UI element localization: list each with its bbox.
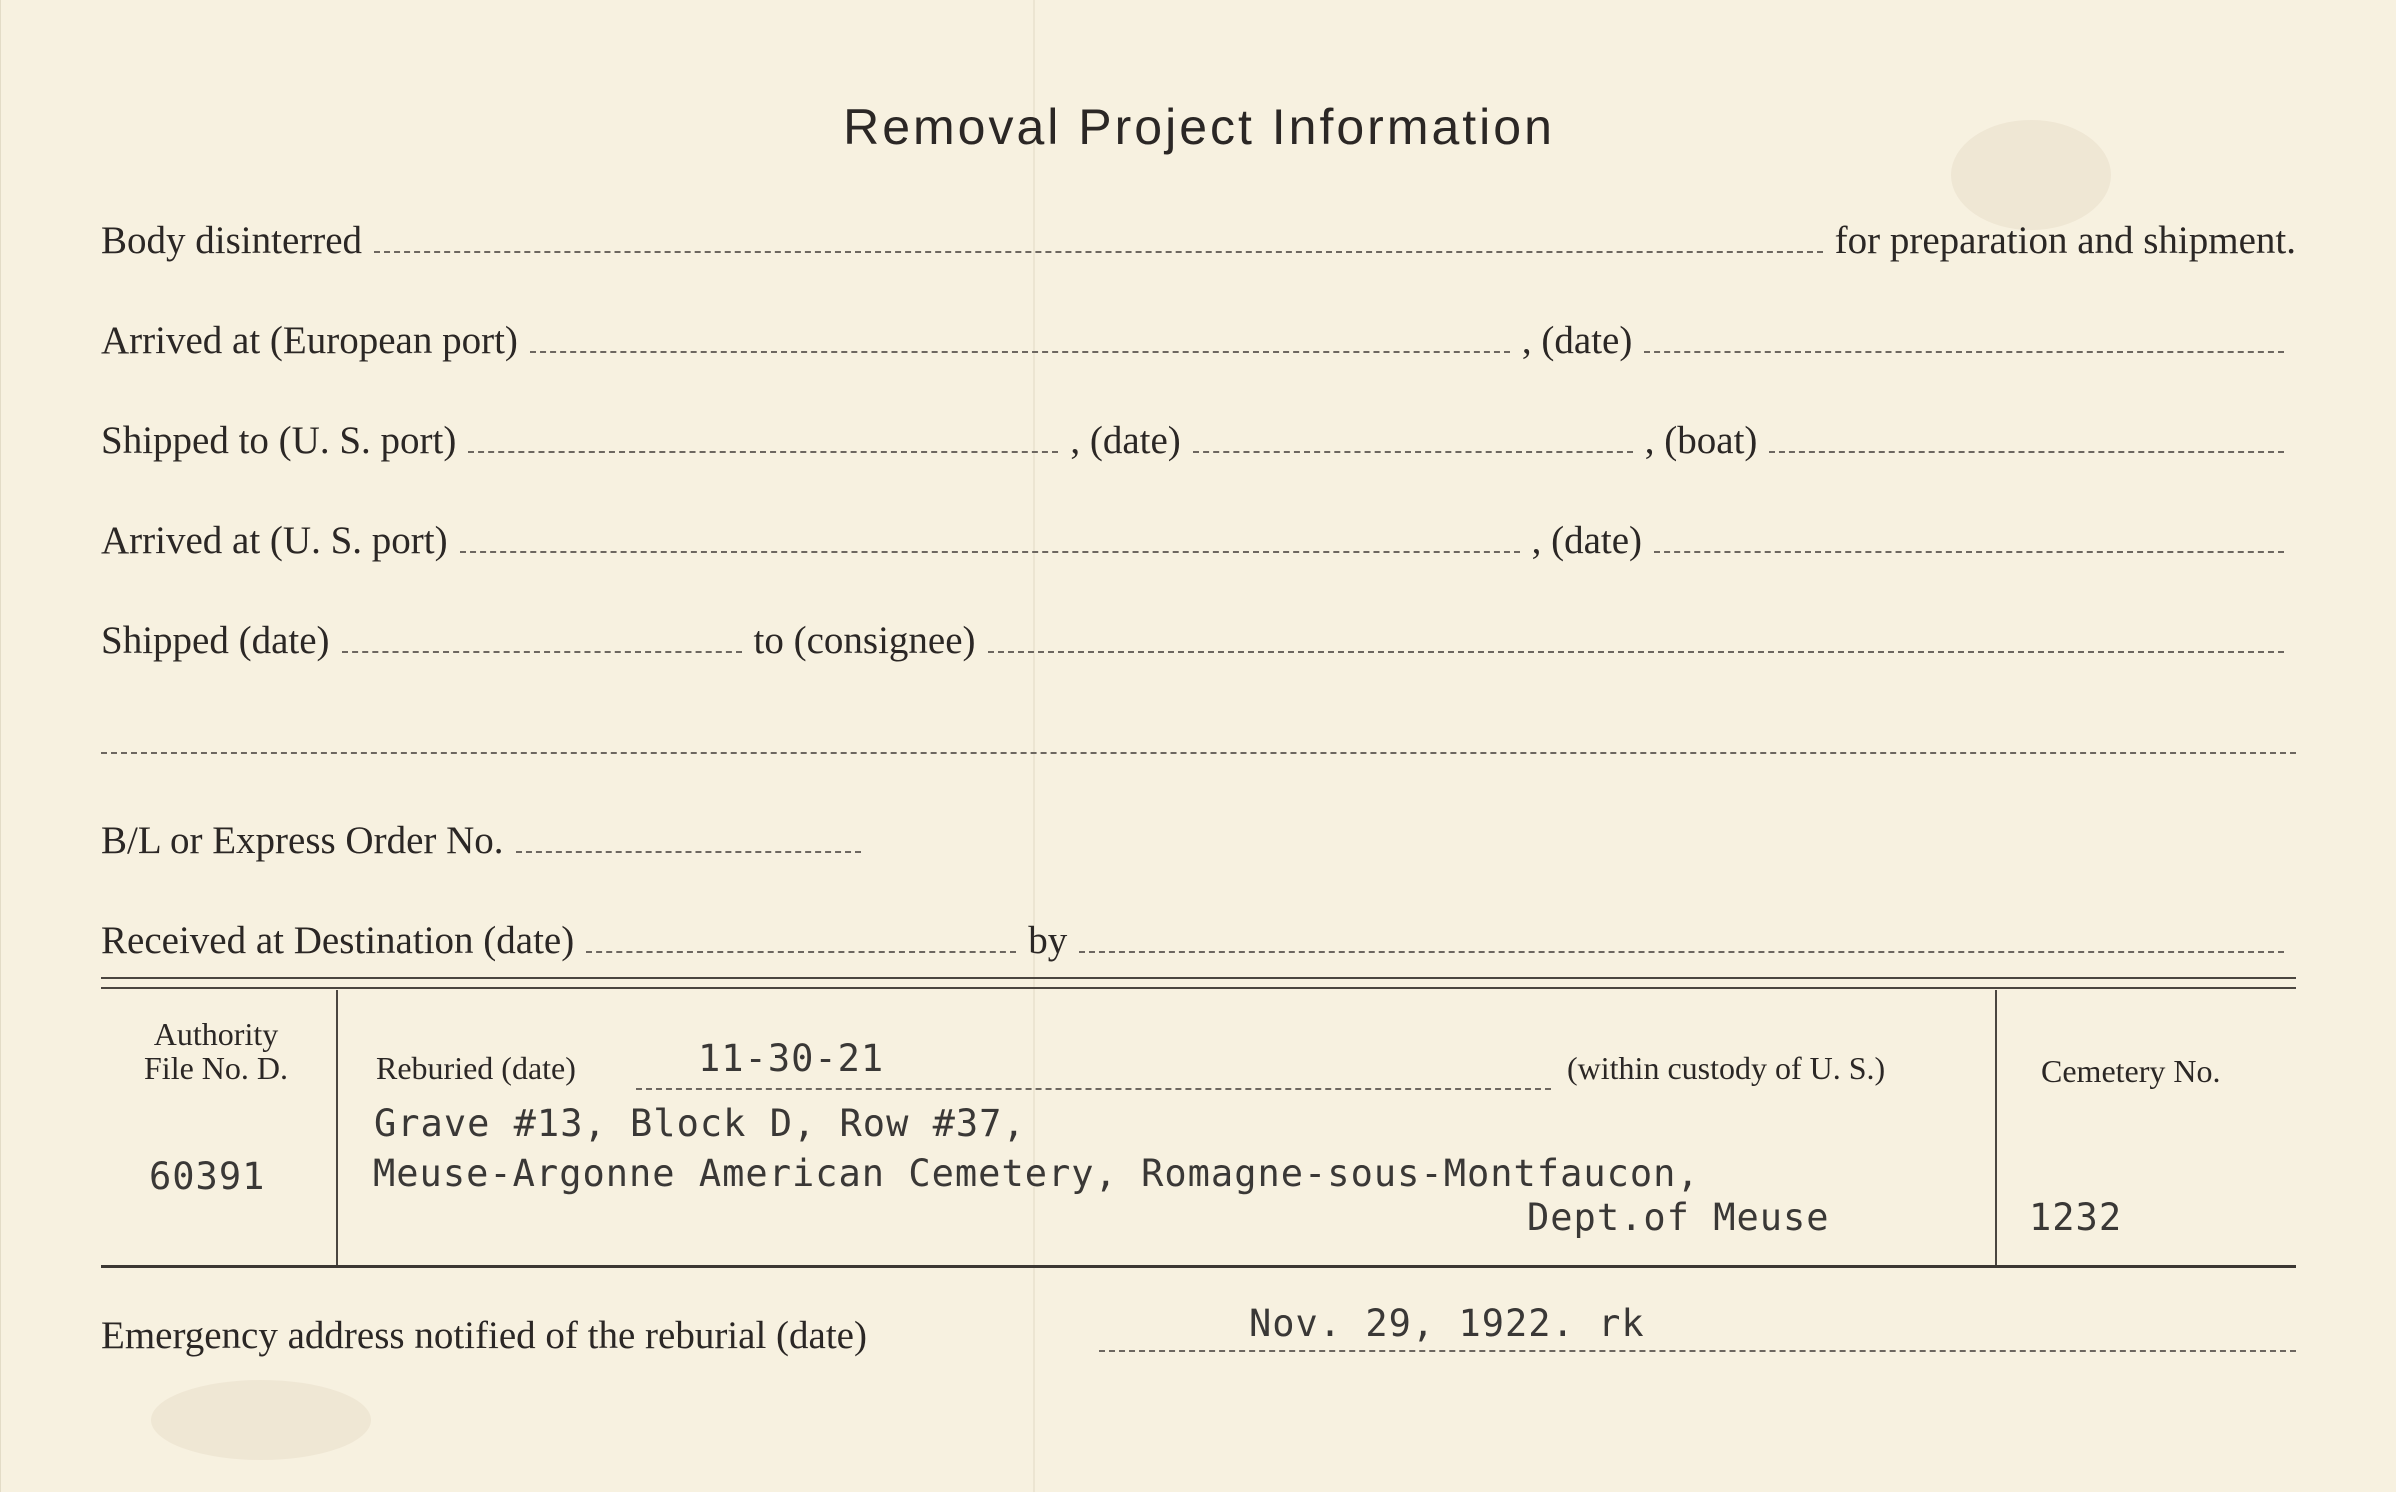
emergency-date-value: Nov. 29, 1922. rk: [1249, 1302, 1645, 1345]
row-shipped-us: [101, 405, 2296, 465]
bl-order-label: B/L or Express Order No.: [101, 819, 504, 862]
reburied-date-line: [636, 1088, 1551, 1090]
received-by-label: by: [1028, 919, 1068, 962]
consignee-label: to (consignee): [753, 619, 976, 662]
shipped-us-date-line: [1193, 451, 1633, 453]
row-bl-order: [101, 805, 873, 865]
authority-file-number: 60391: [149, 1155, 266, 1198]
arrived-european-label: Arrived at (European port): [101, 319, 518, 362]
consignee-line: [988, 651, 2284, 653]
received-date-line: [586, 951, 1016, 953]
authority-label: Authority: [153, 1016, 279, 1052]
row-arrived-us: [101, 505, 2296, 565]
arrived-us-date-label: , (date): [1531, 519, 1643, 562]
shipped-us-date-label: , (date): [1070, 419, 1181, 462]
shipped-us-label: Shipped to (U. S. port): [101, 419, 457, 462]
shipped-us-line: [468, 451, 1058, 453]
body-disinterred-label: Body disinterred: [101, 219, 363, 262]
section-bottom-rule: [101, 1265, 2296, 1268]
body-disinterred-line: [374, 251, 1823, 253]
emergency-date-line: [1099, 1350, 2296, 1352]
shipped-us-boat-label: , (boat): [1644, 419, 1758, 462]
cemetery-no-label: Cemetery No.: [2041, 1053, 2221, 1089]
card-title: Removal Project Information: [843, 99, 1555, 155]
cemetery-column-divider: [1995, 990, 1997, 1265]
arrived-us-line: [460, 551, 1520, 553]
section-double-rule: [101, 977, 2296, 989]
authority-column-divider: [336, 990, 338, 1265]
arrived-european-date-line: [1644, 351, 2284, 353]
custody-note: (within custody of U. S.): [1567, 1050, 1886, 1086]
grave-location-line-3: Dept.of Meuse: [1527, 1196, 1830, 1239]
grave-location-line-2: Meuse-Argonne American Cemetery, Romagne-sous-Montfaucon,: [373, 1152, 1700, 1195]
row-received-destination: [101, 905, 2296, 965]
file-no-label: File No. D.: [144, 1050, 288, 1086]
arrived-us-date-line: [1654, 551, 2284, 553]
row-arrived-european: [101, 305, 2296, 365]
reburied-date-value: 11-30-21: [698, 1037, 885, 1080]
shipped-us-boat-line: [1769, 451, 2284, 453]
arrived-us-label: Arrived at (U. S. port): [101, 519, 448, 562]
cemetery-number: 1232: [2029, 1196, 2123, 1239]
shipped-date-line: [342, 651, 742, 653]
received-destination-label: Received at Destination (date): [101, 919, 575, 962]
grave-location-line-1: Grave #13, Block D, Row #37,: [374, 1102, 1026, 1145]
arrived-european-date-label: , (date): [1521, 319, 1633, 362]
paper-stain: [151, 1380, 371, 1460]
consignee-continuation-line: [101, 752, 2296, 754]
body-disinterred-suffix: for preparation and shipment.: [1834, 219, 2296, 262]
received-by-line: [1079, 951, 2284, 953]
arrived-european-line: [530, 351, 1510, 353]
row-shipped-consignee: [101, 605, 2296, 665]
shipped-date-label: Shipped (date): [101, 619, 330, 662]
bl-order-line: [516, 851, 861, 853]
emergency-address-label: Emergency address notified of the reburial (date): [101, 1314, 867, 1357]
row-body-disinterred: [101, 205, 2296, 265]
reburied-date-label: Reburied (date): [376, 1050, 576, 1086]
